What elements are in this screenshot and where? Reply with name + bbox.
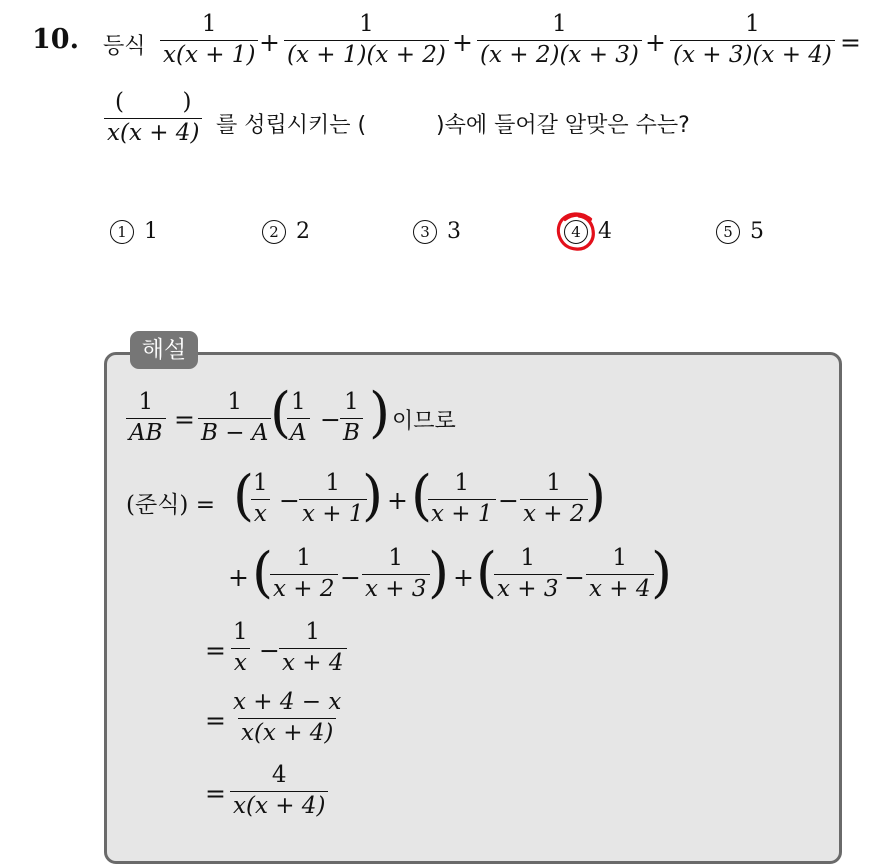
line2-t2-den: x + 1 xyxy=(299,499,367,527)
choice-2[interactable] xyxy=(262,219,310,244)
plus-1: + xyxy=(259,28,280,57)
line2-t4-num: 1 xyxy=(546,470,562,496)
line5-num: x + 4 − x xyxy=(233,689,342,715)
equals-sign: = xyxy=(840,28,861,57)
line2-rparen-2: ) xyxy=(585,464,607,527)
choice-4-mark: 4 xyxy=(564,220,588,244)
identity-coef-den: B − A xyxy=(198,418,271,446)
identity-minus: − xyxy=(320,405,341,434)
term-3-num: 1 xyxy=(552,11,567,37)
line2-lparen-2: ( xyxy=(411,464,433,527)
identity-suffix: 이므로 xyxy=(392,409,456,434)
line2-minus-2: − xyxy=(498,486,519,515)
line3-t3-den: x + 3 xyxy=(494,574,562,602)
line4-a-den: x xyxy=(231,648,250,676)
choice-5-mark: 5 xyxy=(716,220,740,244)
line2-t3-num: 1 xyxy=(454,470,470,496)
line2-t1 xyxy=(250,471,271,528)
line3-t1-num: 1 xyxy=(296,545,312,571)
line3-lparen-2: ( xyxy=(476,541,498,604)
rhs-den: x(x + 4) xyxy=(104,118,202,146)
line5-den: x(x + 4) xyxy=(238,718,336,746)
term-4-den: (x + 3)(x + 4) xyxy=(670,40,835,68)
expr-prefix: (준식) = xyxy=(126,492,215,518)
line4-a xyxy=(230,620,251,677)
line3-t4-den: x + 4 xyxy=(586,574,654,602)
line3-t2 xyxy=(362,546,430,603)
identity-b-den: B xyxy=(340,418,363,446)
line4-b xyxy=(279,620,347,677)
line3-t3-num: 1 xyxy=(520,545,536,571)
line2-t4-den: x + 2 xyxy=(520,499,588,527)
identity-lhs xyxy=(126,390,166,447)
line2-plus: + xyxy=(387,486,408,515)
line3-plus-2: + xyxy=(453,563,474,592)
line6-num: 4 xyxy=(271,762,287,788)
identity-eq: = xyxy=(174,405,195,434)
rhs-fraction xyxy=(104,90,202,147)
line3-t4-num: 1 xyxy=(612,545,628,571)
line5-eq: = xyxy=(205,706,226,735)
plus-2: + xyxy=(452,28,473,57)
term-4-num: 1 xyxy=(745,11,760,37)
line3-t1 xyxy=(270,546,338,603)
line4-minus: − xyxy=(259,636,280,665)
identity-a-den: A xyxy=(287,418,310,446)
choice-1-value: 1 xyxy=(144,219,158,244)
identity-lparen: ( xyxy=(270,381,292,444)
choice-3[interactable] xyxy=(413,219,461,244)
identity-b-num: 1 xyxy=(344,389,359,415)
line2-minus-1: − xyxy=(279,486,300,515)
line6-den: x(x + 4) xyxy=(230,791,328,819)
choice-3-mark: 3 xyxy=(413,220,437,244)
identity-a xyxy=(287,390,310,447)
line3-rparen-2: ) xyxy=(651,541,673,604)
choice-4-value: 4 xyxy=(598,219,612,244)
plus-3: + xyxy=(645,28,666,57)
line2-t1-num: 1 xyxy=(253,470,268,496)
choice-5[interactable] xyxy=(716,219,764,244)
line4-b-num: 1 xyxy=(305,619,321,645)
problem-text: 를 성립시키는 ( )속에 들어갈 알맞은 수는? xyxy=(216,113,690,138)
line3-rparen-1: ) xyxy=(428,541,450,604)
line3-minus-2: − xyxy=(564,563,585,592)
term-2-den: (x + 1)(x + 2) xyxy=(284,40,449,68)
choice-2-mark: 2 xyxy=(262,220,286,244)
identity-lhs-den: AB xyxy=(126,418,166,446)
line5-frac xyxy=(230,690,344,747)
term-1-num: 1 xyxy=(201,11,217,37)
choice-3-value: 3 xyxy=(447,219,461,244)
line2-t1-den: x xyxy=(251,499,270,527)
identity-rparen: ) xyxy=(369,381,391,444)
line4-eq: = xyxy=(205,636,226,665)
choice-5-value: 5 xyxy=(750,219,764,244)
line3-plus-1: + xyxy=(228,563,249,592)
line2-lparen-1: ( xyxy=(233,464,255,527)
line2-t2-num: 1 xyxy=(325,470,341,496)
line2-t3 xyxy=(428,471,496,528)
line2-t2 xyxy=(299,471,367,528)
line6-frac xyxy=(230,763,328,820)
term-4 xyxy=(670,12,835,69)
line3-t2-num: 1 xyxy=(388,545,404,571)
line3-lparen-1: ( xyxy=(252,541,274,604)
term-1 xyxy=(160,12,258,69)
line3-t2-den: x + 3 xyxy=(362,574,430,602)
line4-b-den: x + 4 xyxy=(279,648,347,676)
line3-t3 xyxy=(494,546,562,603)
line6-eq: = xyxy=(205,779,226,808)
line3-t1-den: x + 2 xyxy=(270,574,338,602)
choice-1-mark: 1 xyxy=(110,220,134,244)
term-2-num: 1 xyxy=(359,11,374,37)
identity-coef xyxy=(198,390,271,447)
identity-a-num: 1 xyxy=(290,389,306,415)
term-1-den: x(x + 1) xyxy=(160,40,258,68)
problem-lead: 등식 xyxy=(103,34,146,59)
line2-rparen-1: ) xyxy=(362,464,384,527)
term-3 xyxy=(477,12,642,69)
line2-t4 xyxy=(520,471,588,528)
choice-1[interactable] xyxy=(110,219,158,244)
line3-minus-1: − xyxy=(340,563,361,592)
solution-label: 해설 xyxy=(130,331,198,369)
identity-lhs-num: 1 xyxy=(138,389,154,415)
line3-t4 xyxy=(586,546,654,603)
problem-number: 10. xyxy=(32,24,79,55)
identity-b xyxy=(340,390,363,447)
line4-a-num: 1 xyxy=(233,619,248,645)
identity-coef-num: 1 xyxy=(227,389,243,415)
term-2 xyxy=(284,12,449,69)
line2-t3-den: x + 1 xyxy=(428,499,496,527)
term-3-den: (x + 2)(x + 3) xyxy=(477,40,642,68)
choice-2-value: 2 xyxy=(296,219,310,244)
selected-answer-circle-icon xyxy=(552,206,602,256)
rhs-blank: ( ) xyxy=(114,89,192,115)
